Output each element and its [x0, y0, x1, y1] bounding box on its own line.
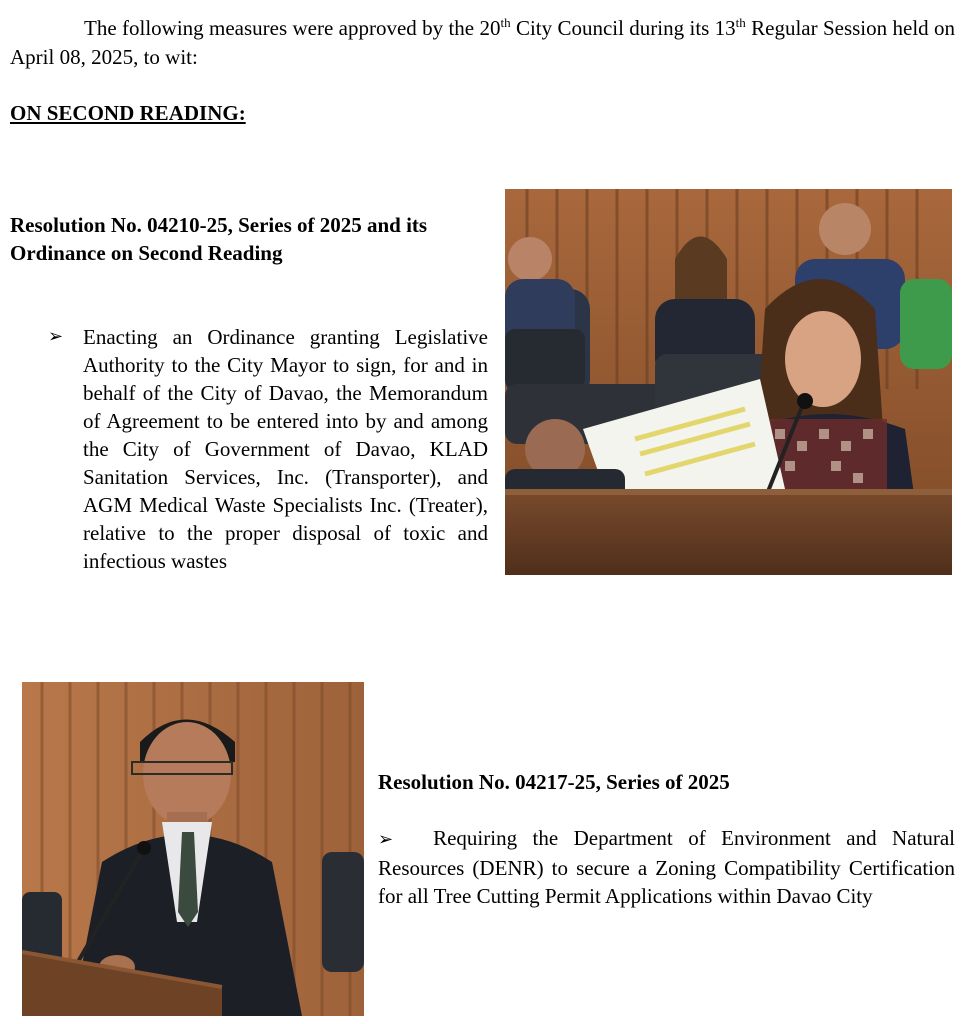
resolution-1-description: Enacting an Ordinance granting Legislative Authority to the City Mayor to sign, for and in behalf of the City of Davao, the Memorandum of Agreement to be entered into by and among the City of Government of Davao, KLAD Sanitation Services, Inc. (Transporter), and AGM Medical Waste Specialists Inc. (Treater), relative to the proper disposal of toxic and infectious wastes [83, 325, 488, 573]
resolution-2-title: Resolution No. 04217-25, Series of 2025 [378, 770, 730, 794]
arrow-bullet-icon: ➢ [48, 326, 64, 347]
resolution-2-bullet [378, 824, 955, 910]
arrow-bullet-icon: ➢ [378, 829, 394, 850]
photo-councilor-reading-document [505, 189, 952, 575]
resolution-2-description: Requiring the Department of Environment and Natural Resources (DENR) to secure a Zoning Compatibility Certification for all Tree Cutting Permit Applications within Davao City [378, 826, 955, 908]
intro-paragraph: The following measures were approved by the 20th City Council during its 13th Regular Session held on April 08, 2025, to wit: [10, 15, 955, 69]
resolution-1-title: Resolution No. 04210-25, Series of 2025 and its Ordinance on Second Reading [10, 213, 428, 265]
section-heading: ON SECOND READING: [10, 101, 246, 125]
photo-councilor-speaking-at-podium [22, 682, 364, 1016]
